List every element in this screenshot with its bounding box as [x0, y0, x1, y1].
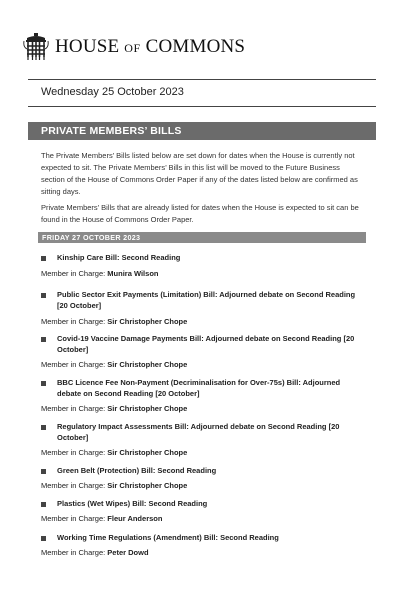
member-name: Sir Christopher Chope: [107, 360, 188, 369]
square-bullet-icon: [41, 425, 46, 430]
member-name: Sir Christopher Chope: [107, 481, 188, 490]
house-of-commons-header: [23, 33, 245, 61]
member-label: Member in Charge:: [41, 360, 106, 369]
bill-title: Covid-19 Vaccine Damage Payments Bill: Adjourned debate on Second Reading [20 October]: [57, 334, 355, 354]
bill-title: Working Time Regulations (Amendment) Bill: Second Reading: [57, 533, 279, 542]
member-label: Member in Charge:: [41, 481, 106, 490]
bill-title: Public Sector Exit Payments (Limitation) Bill: Adjourned debate on Second Reading [20 October]: [57, 290, 356, 310]
divider-mid: [28, 106, 376, 107]
member-name: Peter Dowd: [107, 548, 149, 557]
house-of-commons-wordmark: [55, 36, 245, 58]
bill-title: Green Belt (Protection) Bill: Second Reading: [57, 466, 217, 475]
bill-item: [41, 499, 360, 523]
bill-item: [41, 422, 360, 457]
member-in-charge: [41, 514, 162, 524]
member-in-charge: [41, 269, 158, 279]
bill-title: Kinship Care Bill: Second Reading: [57, 253, 181, 262]
member-in-charge: [41, 404, 187, 414]
member-in-charge: [41, 548, 149, 558]
intro-paragraph-1: The Private Members’ Bills listed below are set down for dates when the House is currently not expected to sit. The Private Members’ Bills in this list will be moved to the Future Business section of the House of Commons Order Paper if any of the dates listed below are confirmed as sitting days.: [41, 151, 358, 196]
square-bullet-icon: [41, 381, 46, 386]
member-label: Member in Charge:: [41, 448, 106, 457]
bill-title: Plastics (Wet Wipes) Bill: Second Reading: [57, 499, 208, 508]
wordmark-commons: COMMONS: [145, 36, 246, 57]
document-date: Wednesday 25 October 2023: [41, 86, 184, 98]
member-name: Fleur Anderson: [107, 514, 163, 523]
bill-item: [41, 466, 360, 490]
member-label: Member in Charge:: [41, 317, 106, 326]
square-bullet-icon: [41, 337, 46, 342]
member-in-charge: [41, 360, 187, 370]
bill-item: [41, 334, 360, 369]
bill-title: Regulatory Impact Assessments Bill: Adjourned debate on Second Reading [20 October]: [57, 422, 340, 442]
bill-item: [41, 253, 360, 278]
bill-item: [41, 533, 360, 557]
bill-item: [41, 378, 360, 413]
day-heading: FRIDAY 27 OCTOBER 2023: [38, 232, 366, 243]
member-label: Member in Charge:: [41, 548, 106, 557]
member-name: Sir Christopher Chope: [107, 448, 188, 457]
portcullis-icon: [23, 33, 49, 61]
square-bullet-icon: [41, 536, 46, 541]
square-bullet-icon: [41, 502, 46, 507]
member-name: Sir Christopher Chope: [107, 317, 188, 326]
bill-item: [41, 290, 360, 326]
member-name: Sir Christopher Chope: [107, 404, 188, 413]
square-bullet-icon: [41, 256, 46, 261]
member-name: Munira Wilson: [107, 269, 159, 278]
wordmark-of: OF: [124, 41, 141, 55]
member-in-charge: [41, 317, 187, 327]
square-bullet-icon: [41, 469, 46, 474]
member-label: Member in Charge:: [41, 404, 106, 413]
member-in-charge: [41, 481, 187, 491]
wordmark-house: HOUSE: [55, 36, 120, 57]
intro-text: [41, 150, 360, 230]
divider-top: [28, 79, 376, 80]
square-bullet-icon: [41, 293, 46, 298]
section-heading: PRIVATE MEMBERS’ BILLS: [28, 122, 376, 140]
bill-title: BBC Licence Fee Non-Payment (Decriminalisation for Over-75s) Bill: Adjourned debate on Second Reading [20 October]: [57, 378, 341, 398]
member-label: Member in Charge:: [41, 514, 106, 523]
intro-paragraph-2: Private Members’ Bills that are already listed for dates when the House is expected to sit can be found in the House of Commons Order Paper.: [41, 203, 359, 224]
member-in-charge: [41, 448, 187, 458]
member-label: Member in Charge:: [41, 269, 106, 278]
